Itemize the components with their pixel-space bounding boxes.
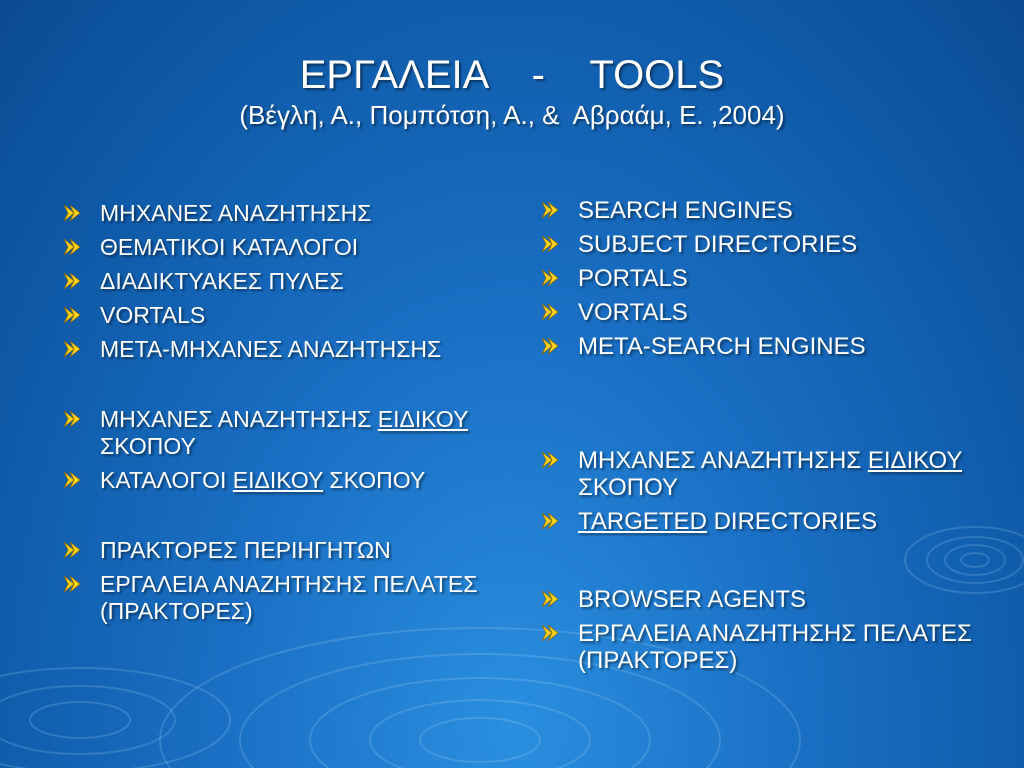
list-item-label: VORTALS [578,299,688,326]
list-item-label: META-SEARCH ENGINES [578,333,866,360]
arrow-bullet-icon [540,511,562,531]
list-item-label: VORTALS [100,302,206,328]
list-item [540,231,980,258]
arrow-bullet-icon [62,271,84,291]
arrow-bullet-icon [540,302,562,322]
arrow-bullet-icon [62,339,84,359]
list-item-text-before: ΚΑΤΑΛΟΓΟΙ [100,467,233,493]
arrow-bullet-icon [540,450,562,470]
list-item-label: ΕΡΓΑΛΕΙΑ ΑΝΑΖΗΤΗΣΗΣ ΠΕΛΑΤΕΣ (ΠΡΑΚΤΟΡΕΣ) [578,620,972,674]
list-item [540,447,980,501]
list-item [540,333,980,360]
list-item-label: ΠΡΑΚΤΟΡΕΣ ΠΕΡΙΗΓΗΤΩΝ [100,537,391,563]
arrow-bullet-icon [62,409,84,429]
list-item-text-after: ΣΚΟΠΟΥ [100,433,196,459]
list-item [62,467,482,494]
arrow-bullet-icon [540,623,562,643]
arrow-bullet-icon [540,234,562,254]
list-item [540,265,980,292]
bullet-list [62,406,482,494]
arrow-bullet-icon [62,540,84,560]
bullet-list [540,586,980,674]
list-item-label: ΜΕΤΑ-ΜΗΧΑΝΕΣ ΑΝΑΖΗΤΗΣΗΣ [100,336,442,362]
list-item-text-after: ΣΚΟΠΟΥ [322,467,426,493]
list-item-label: ΘΕΜΑΤΙΚΟΙ ΚΑΤΑΛΟΓΟΙ [100,234,359,260]
list-item [62,302,482,329]
group-spacer [62,370,482,406]
bullet-list [540,197,980,360]
arrow-bullet-icon [62,305,84,325]
list-item [540,620,980,674]
arrow-bullet-icon [540,589,562,609]
list-item-text-after: ΣΚΟΠΟΥ [578,474,679,501]
list-item [62,200,482,227]
bullet-list [62,200,482,363]
arrow-bullet-icon [540,268,562,288]
list-item [540,197,980,224]
list-item-label: ΔΙΑΔΙΚΤΥΑΚΕΣ ΠΥΛΕΣ [100,268,344,294]
underlined-term: TARGETED [578,508,707,535]
list-item-text-after: DIRECTORIES [706,508,878,535]
list-item-text-before: ΜΗΧΑΝΕΣ ΑΝΑΖΗΤΗΣΗΣ [578,447,868,474]
list-item-label: SUBJECT DIRECTORIES [578,231,858,258]
slide-subtitle: (Βέγλη, Α., Πομπότση, Α., & Αβραάμ, Ε. ,2004) [239,100,785,130]
arrow-bullet-icon [62,574,84,594]
english-terms-column [540,197,980,681]
list-item [62,268,482,295]
arrow-bullet-icon [62,470,84,490]
list-item [540,586,980,613]
arrow-bullet-icon [62,203,84,223]
bullet-list [540,447,980,535]
arrow-bullet-icon [62,237,84,257]
bullet-list [62,537,482,625]
slide-header [0,52,1024,132]
group-spacer [540,542,980,586]
underlined-term: ΕΙΔΙΚΟΥ [377,406,468,432]
list-item [62,537,482,564]
greek-terms-column [62,200,482,632]
list-item-label: ΜΗΧΑΝΕΣ ΑΝΑΖΗΤΗΣΗΣ [100,200,372,226]
group-spacer [62,501,482,537]
list-item [62,406,482,460]
group-spacer [540,411,980,447]
underlined-term: ΕΙΔΙΚΟΥ [232,467,323,493]
arrow-bullet-icon [540,200,562,220]
arrow-bullet-icon [540,336,562,356]
list-item [540,299,980,326]
underlined-term: ΕΙΔΙΚΟΥ [867,447,962,474]
list-item-label: ΕΡΓΑΛΕΙΑ ΑΝΑΖΗΤΗΣΗΣ ΠΕΛΑΤΕΣ (ΠΡΑΚΤΟΡΕΣ) [100,571,478,624]
list-item-label: BROWSER AGENTS [578,586,807,613]
list-item [62,234,482,261]
list-item-label: PORTALS [578,265,688,292]
group-spacer [540,367,980,411]
list-item [540,508,980,535]
list-item-label: SEARCH ENGINES [578,197,793,224]
slide-title: ΕΡΓΑΛΕΙΑ - TOOLS [299,53,725,97]
list-item [62,336,482,363]
list-item [62,571,482,625]
list-item-text-before: ΜΗΧΑΝΕΣ ΑΝΑΖΗΤΗΣΗΣ [100,406,378,432]
